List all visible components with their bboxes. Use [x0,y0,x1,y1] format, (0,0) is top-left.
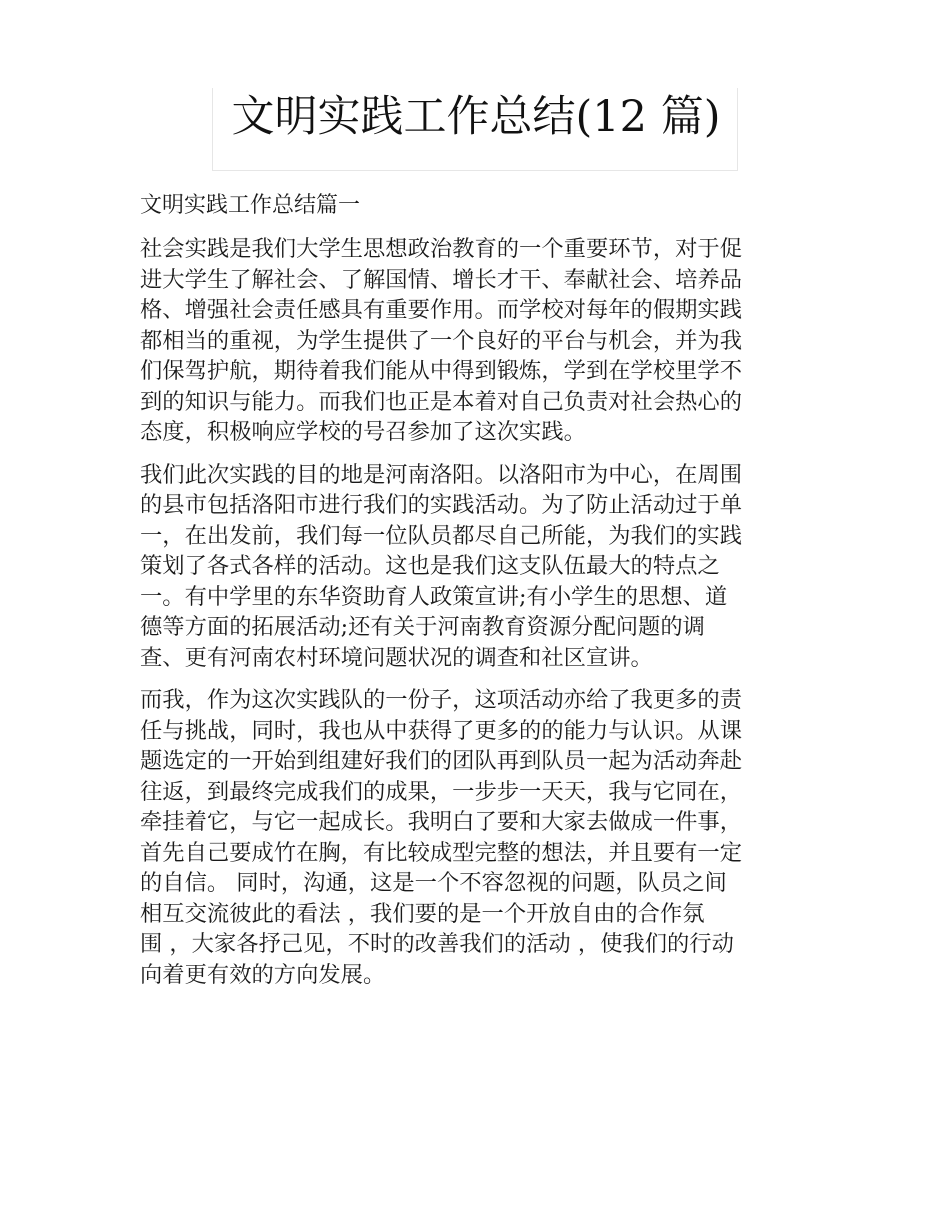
paragraph-line: 到的知识与能力。而我们也正是本着对自己负责对社会热心的 [140,388,743,415]
paragraph-line: 而我，作为这次实践队的一份子，这项活动亦给了我更多的责 [140,687,743,713]
paragraph-line: 围 ，大家各抒己见，不时的改善我们的活动 ，使我们的行动 [140,931,734,957]
paragraph-line: 态度，积极响应学校的号召参加了这次实践。 [140,419,586,445]
paragraph-line: 社会实践是我们大学生思想政治教育的一个重要环节，对于促 [140,236,743,262]
paragraph-line: 都相当的重视，为学生提供了一个良好的平台与机会，并为我 [140,327,743,354]
document-title: 文明实践工作总结(12 篇) [231,92,721,142]
paragraph-3 [140,685,814,990]
paragraph-line: 的县市包括洛阳市进行我们的实践活动。为了防止活动过于单 [140,492,743,518]
paragraph-line: 题选定的一开始到组建好我们的团队再到队员一起为活动奔赴 [140,748,743,774]
title-box [212,88,738,171]
paragraph-line: 我们此次实践的目的地是河南洛阳。以洛阳市为中心，在周围 [140,461,743,488]
paragraph-line: 一，在出发前，我们每一位队员都尽自己所能，为我们的实践 [140,522,743,549]
paragraph-line: 德等方面的拓展活动;还有关于河南教育资源分配问题的调 [140,614,705,640]
paragraph-line: 们保驾护航，期待着我们能从中得到锻炼，学到在学校里学不 [140,358,743,384]
paragraph-1 [140,234,814,448]
paragraph-line: 查、更有河南农村环境问题状况的调查和社区宣讲。 [140,644,653,671]
document-body [140,188,814,1002]
paragraph-line: 的自信。 同时，沟通，这是一个不容忽视的问题，队员之间 [140,870,727,896]
paragraph-line: 进大学生了解社会、了解国情、增长才干、奉献社会、培养品 [140,266,743,293]
paragraph-line: 策划了各式各样的活动。这也是我们这支队伍最大的特点之 [140,553,720,579]
paragraph-2 [140,460,814,674]
paragraph-line: 格、增强社会责任感具有重要作用。而学校对每年的假期实践 [140,297,743,323]
section-heading: 文明实践工作总结篇一 [140,193,361,218]
paragraph-line: 牵挂着它，与它一起成长。我明白了要和大家去做成一件事， [140,809,743,835]
paragraph-line: 相互交流彼此的看法 ，我们要的是一个开放自由的合作氛 [140,900,705,927]
paragraph-line: 任与挑战，同时，我也从中获得了更多的的能力与认识。从课 [140,717,743,744]
paragraph-line: 首先自己要成竹在胸，有比较成型完整的想法，并且要有一定 [140,839,743,866]
paragraph-line: 向着更有效的方向发展。 [140,961,386,988]
paragraph-line: 往返，到最终完成我们的成果，一步步一天天，我与它同在， [140,778,743,805]
paragraph-line: 一。有中学里的东华资助育人政策宣讲;有小学生的思想、道 [140,583,728,610]
